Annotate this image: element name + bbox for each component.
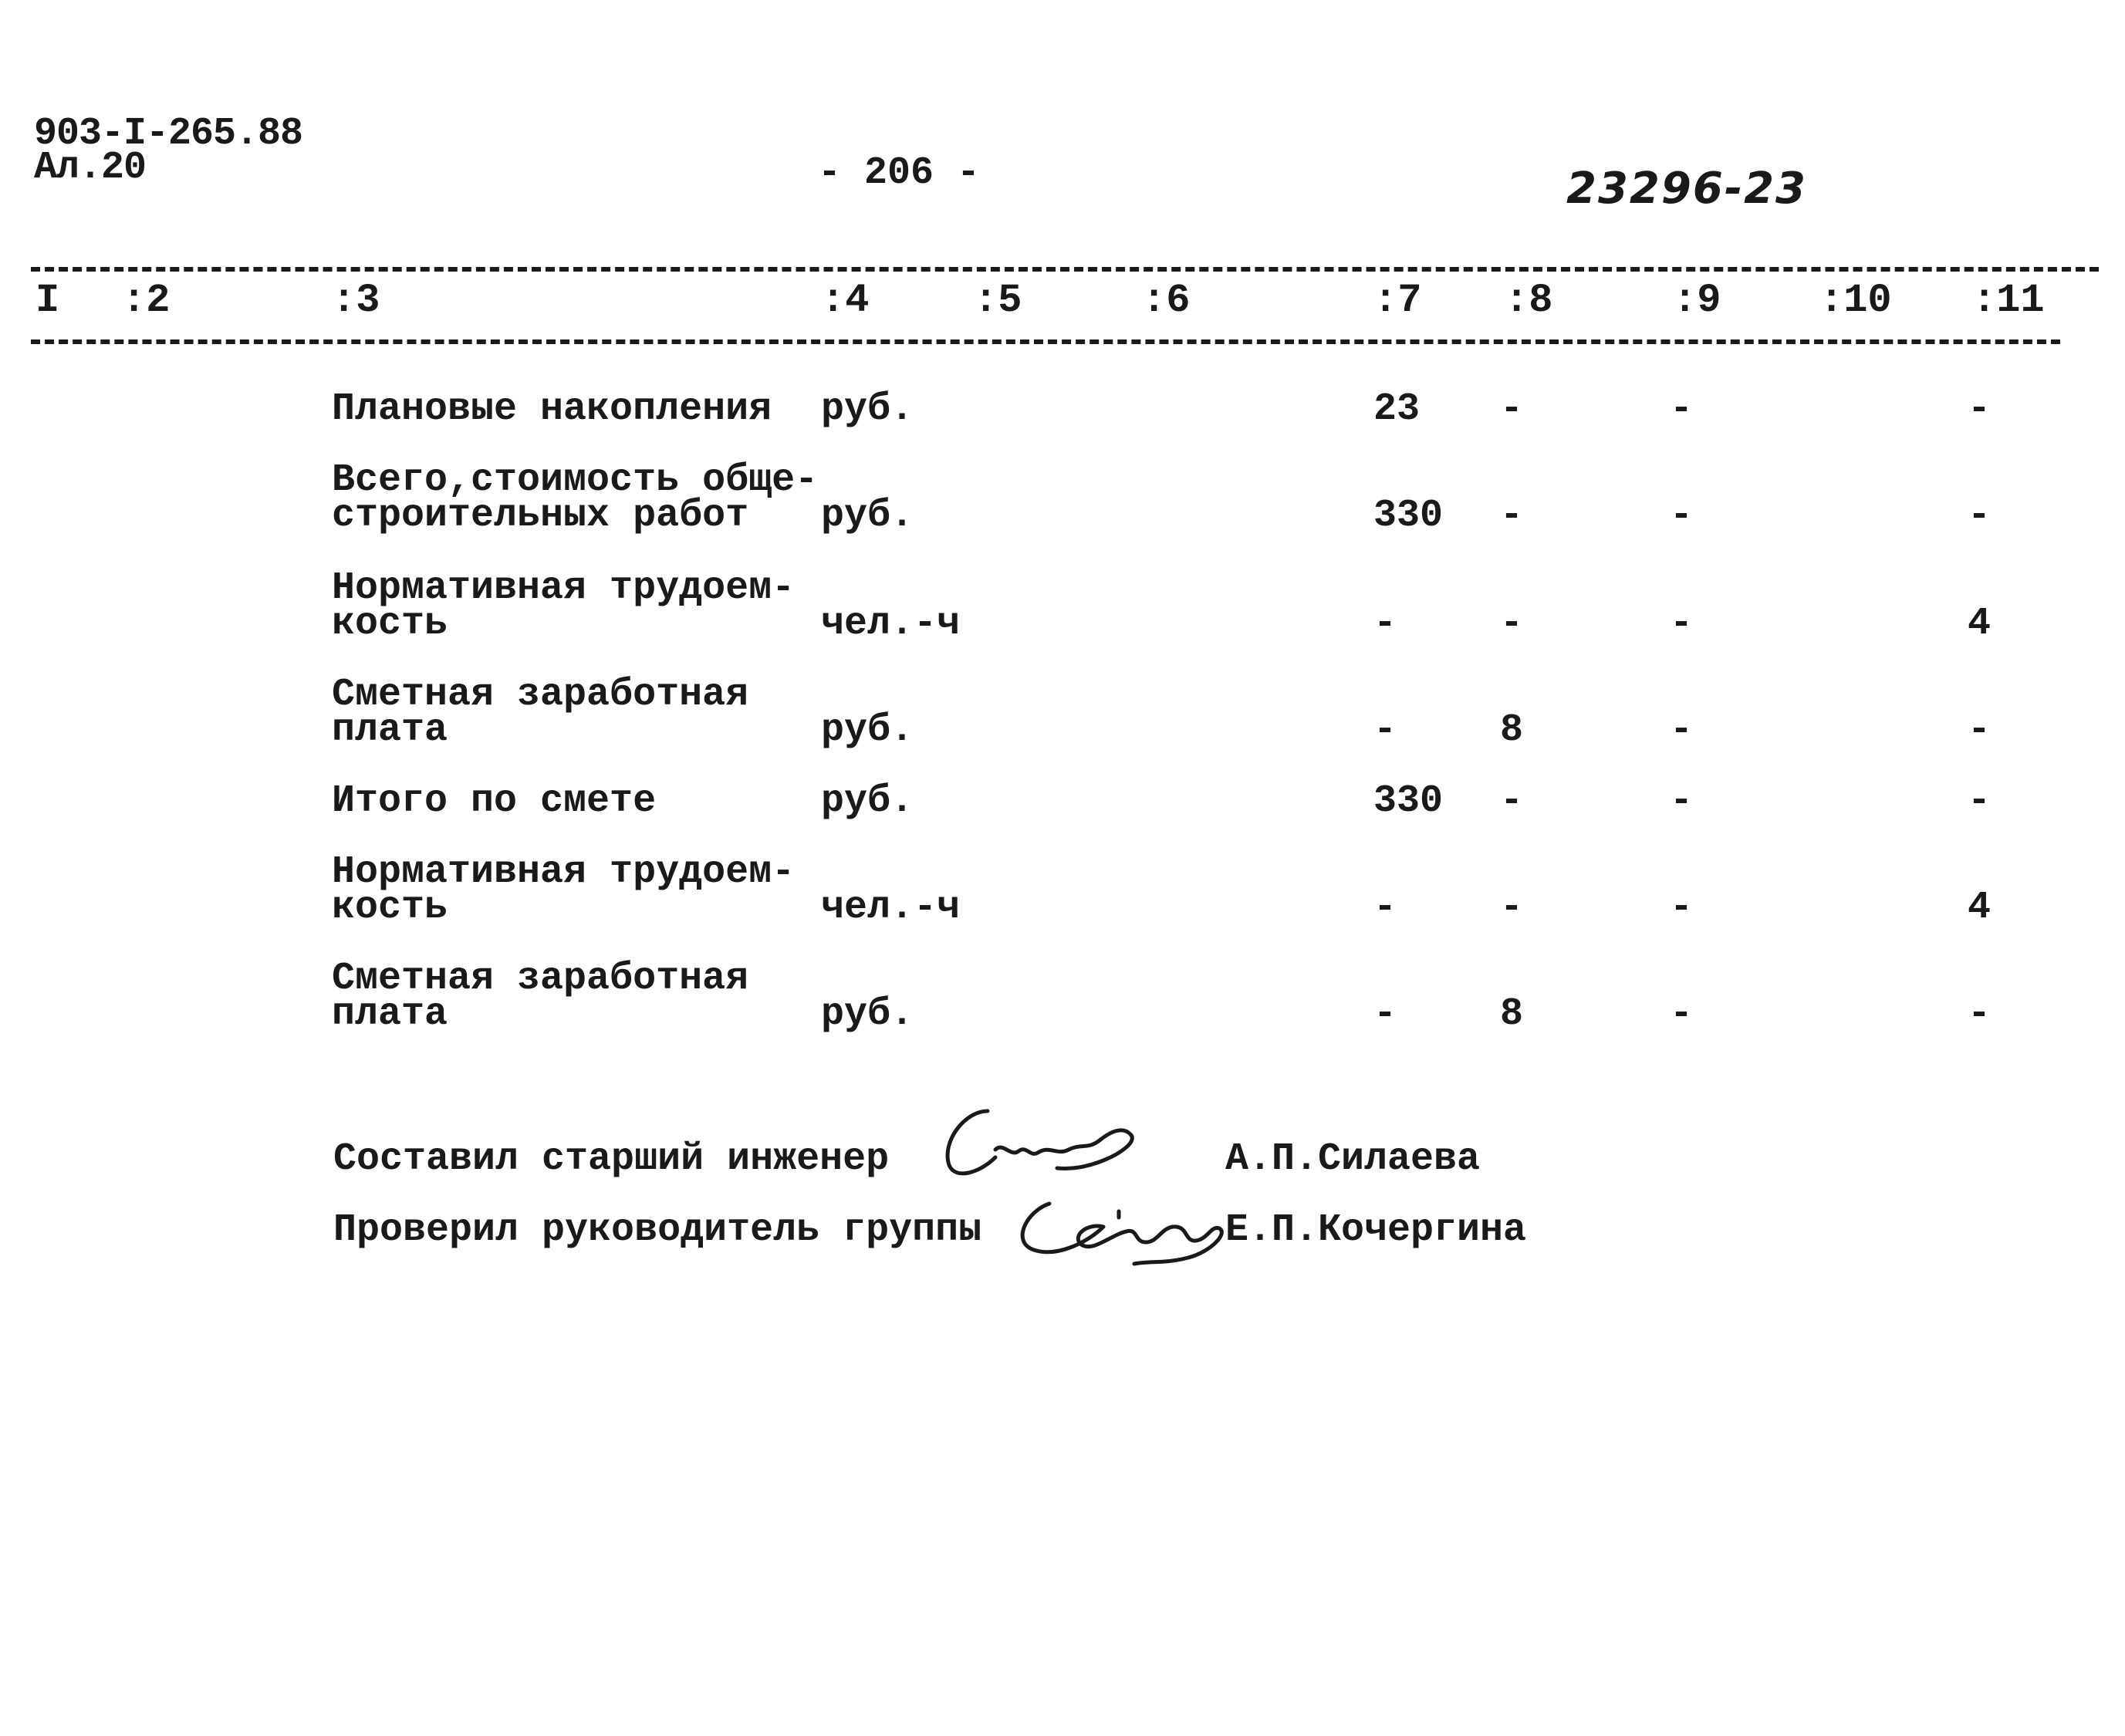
- row-label: Нормативная трудоем- кость: [332, 566, 796, 646]
- row-col8: -: [1500, 886, 1524, 930]
- row-col8: -: [1500, 602, 1524, 646]
- handwritten-archive-number: 23296-23: [1566, 164, 1807, 214]
- row-col9: -: [1670, 494, 1694, 538]
- row-col7: 330: [1373, 494, 1444, 538]
- checked-signature-icon: [1003, 1180, 1250, 1273]
- row-col8: -: [1500, 779, 1524, 823]
- row-col8: 8: [1500, 708, 1524, 752]
- row-col9: -: [1670, 886, 1694, 930]
- row-col7: -: [1373, 708, 1397, 752]
- row-col9: -: [1670, 387, 1694, 431]
- page-number: - 206 -: [818, 151, 981, 195]
- column-header-9: :9: [1673, 278, 1721, 323]
- header-top-rule: [31, 267, 2099, 272]
- row-unit: руб.: [821, 387, 914, 431]
- column-header-11: :11: [1972, 278, 2045, 323]
- compiled-by-role: Составил старший инженер: [333, 1137, 890, 1181]
- column-header-8: :8: [1505, 278, 1553, 323]
- row-col7: -: [1373, 602, 1397, 646]
- row-col11: 4: [1968, 602, 1992, 646]
- compiled-signature-icon: [934, 1096, 1165, 1188]
- column-header-6: :6: [1142, 278, 1191, 323]
- row-col11: -: [1968, 387, 1992, 431]
- checked-by-role: Проверил руководитель группы: [333, 1208, 982, 1252]
- row-label: Сметная заработная плата: [332, 673, 749, 752]
- row-col11: -: [1968, 494, 1992, 538]
- row-label: Итого по смете: [332, 779, 657, 823]
- row-label: Плановые накопления: [332, 387, 772, 431]
- row-col7: -: [1373, 886, 1397, 930]
- row-col7: -: [1373, 992, 1397, 1036]
- row-unit: руб.: [821, 494, 914, 538]
- column-header-5: :5: [974, 278, 1022, 323]
- column-header-4: :4: [821, 278, 870, 323]
- row-col7: 23: [1373, 387, 1421, 431]
- row-col9: -: [1670, 602, 1694, 646]
- row-col8: 8: [1500, 992, 1524, 1036]
- column-header-1: I: [35, 278, 60, 323]
- row-col7: 330: [1373, 779, 1444, 823]
- row-col9: -: [1670, 779, 1694, 823]
- row-label: Всего,стоимость обще- строительных работ: [332, 458, 819, 538]
- column-header-7: :7: [1373, 278, 1422, 323]
- row-col11: 4: [1968, 886, 1992, 930]
- row-unit: чел.-ч: [821, 602, 961, 646]
- row-col9: -: [1670, 992, 1694, 1036]
- row-col8: -: [1500, 494, 1524, 538]
- row-label: Сметная заработная плата: [332, 957, 749, 1036]
- document-code: 903-I-265.88: [34, 112, 303, 156]
- row-col8: -: [1500, 387, 1524, 431]
- header-bottom-rule: [31, 339, 2060, 344]
- row-col11: -: [1968, 992, 1992, 1036]
- row-col9: -: [1670, 708, 1694, 752]
- column-header-3: :3: [332, 278, 380, 323]
- sheet-number: Ал.20: [34, 146, 147, 190]
- row-unit: руб.: [821, 708, 914, 752]
- row-col11: -: [1968, 779, 1992, 823]
- compiled-by-name: А.П.Силаева: [1225, 1137, 1481, 1181]
- row-col11: -: [1968, 708, 1992, 752]
- row-unit: руб.: [821, 992, 914, 1036]
- checked-by-name: Е.П.Кочергина: [1225, 1208, 1527, 1252]
- row-label: Нормативная трудоем- кость: [332, 850, 796, 930]
- column-header-2: :2: [122, 278, 171, 323]
- row-unit: руб.: [821, 779, 914, 823]
- row-unit: чел.-ч: [821, 886, 961, 930]
- column-header-10: :10: [1819, 278, 1892, 323]
